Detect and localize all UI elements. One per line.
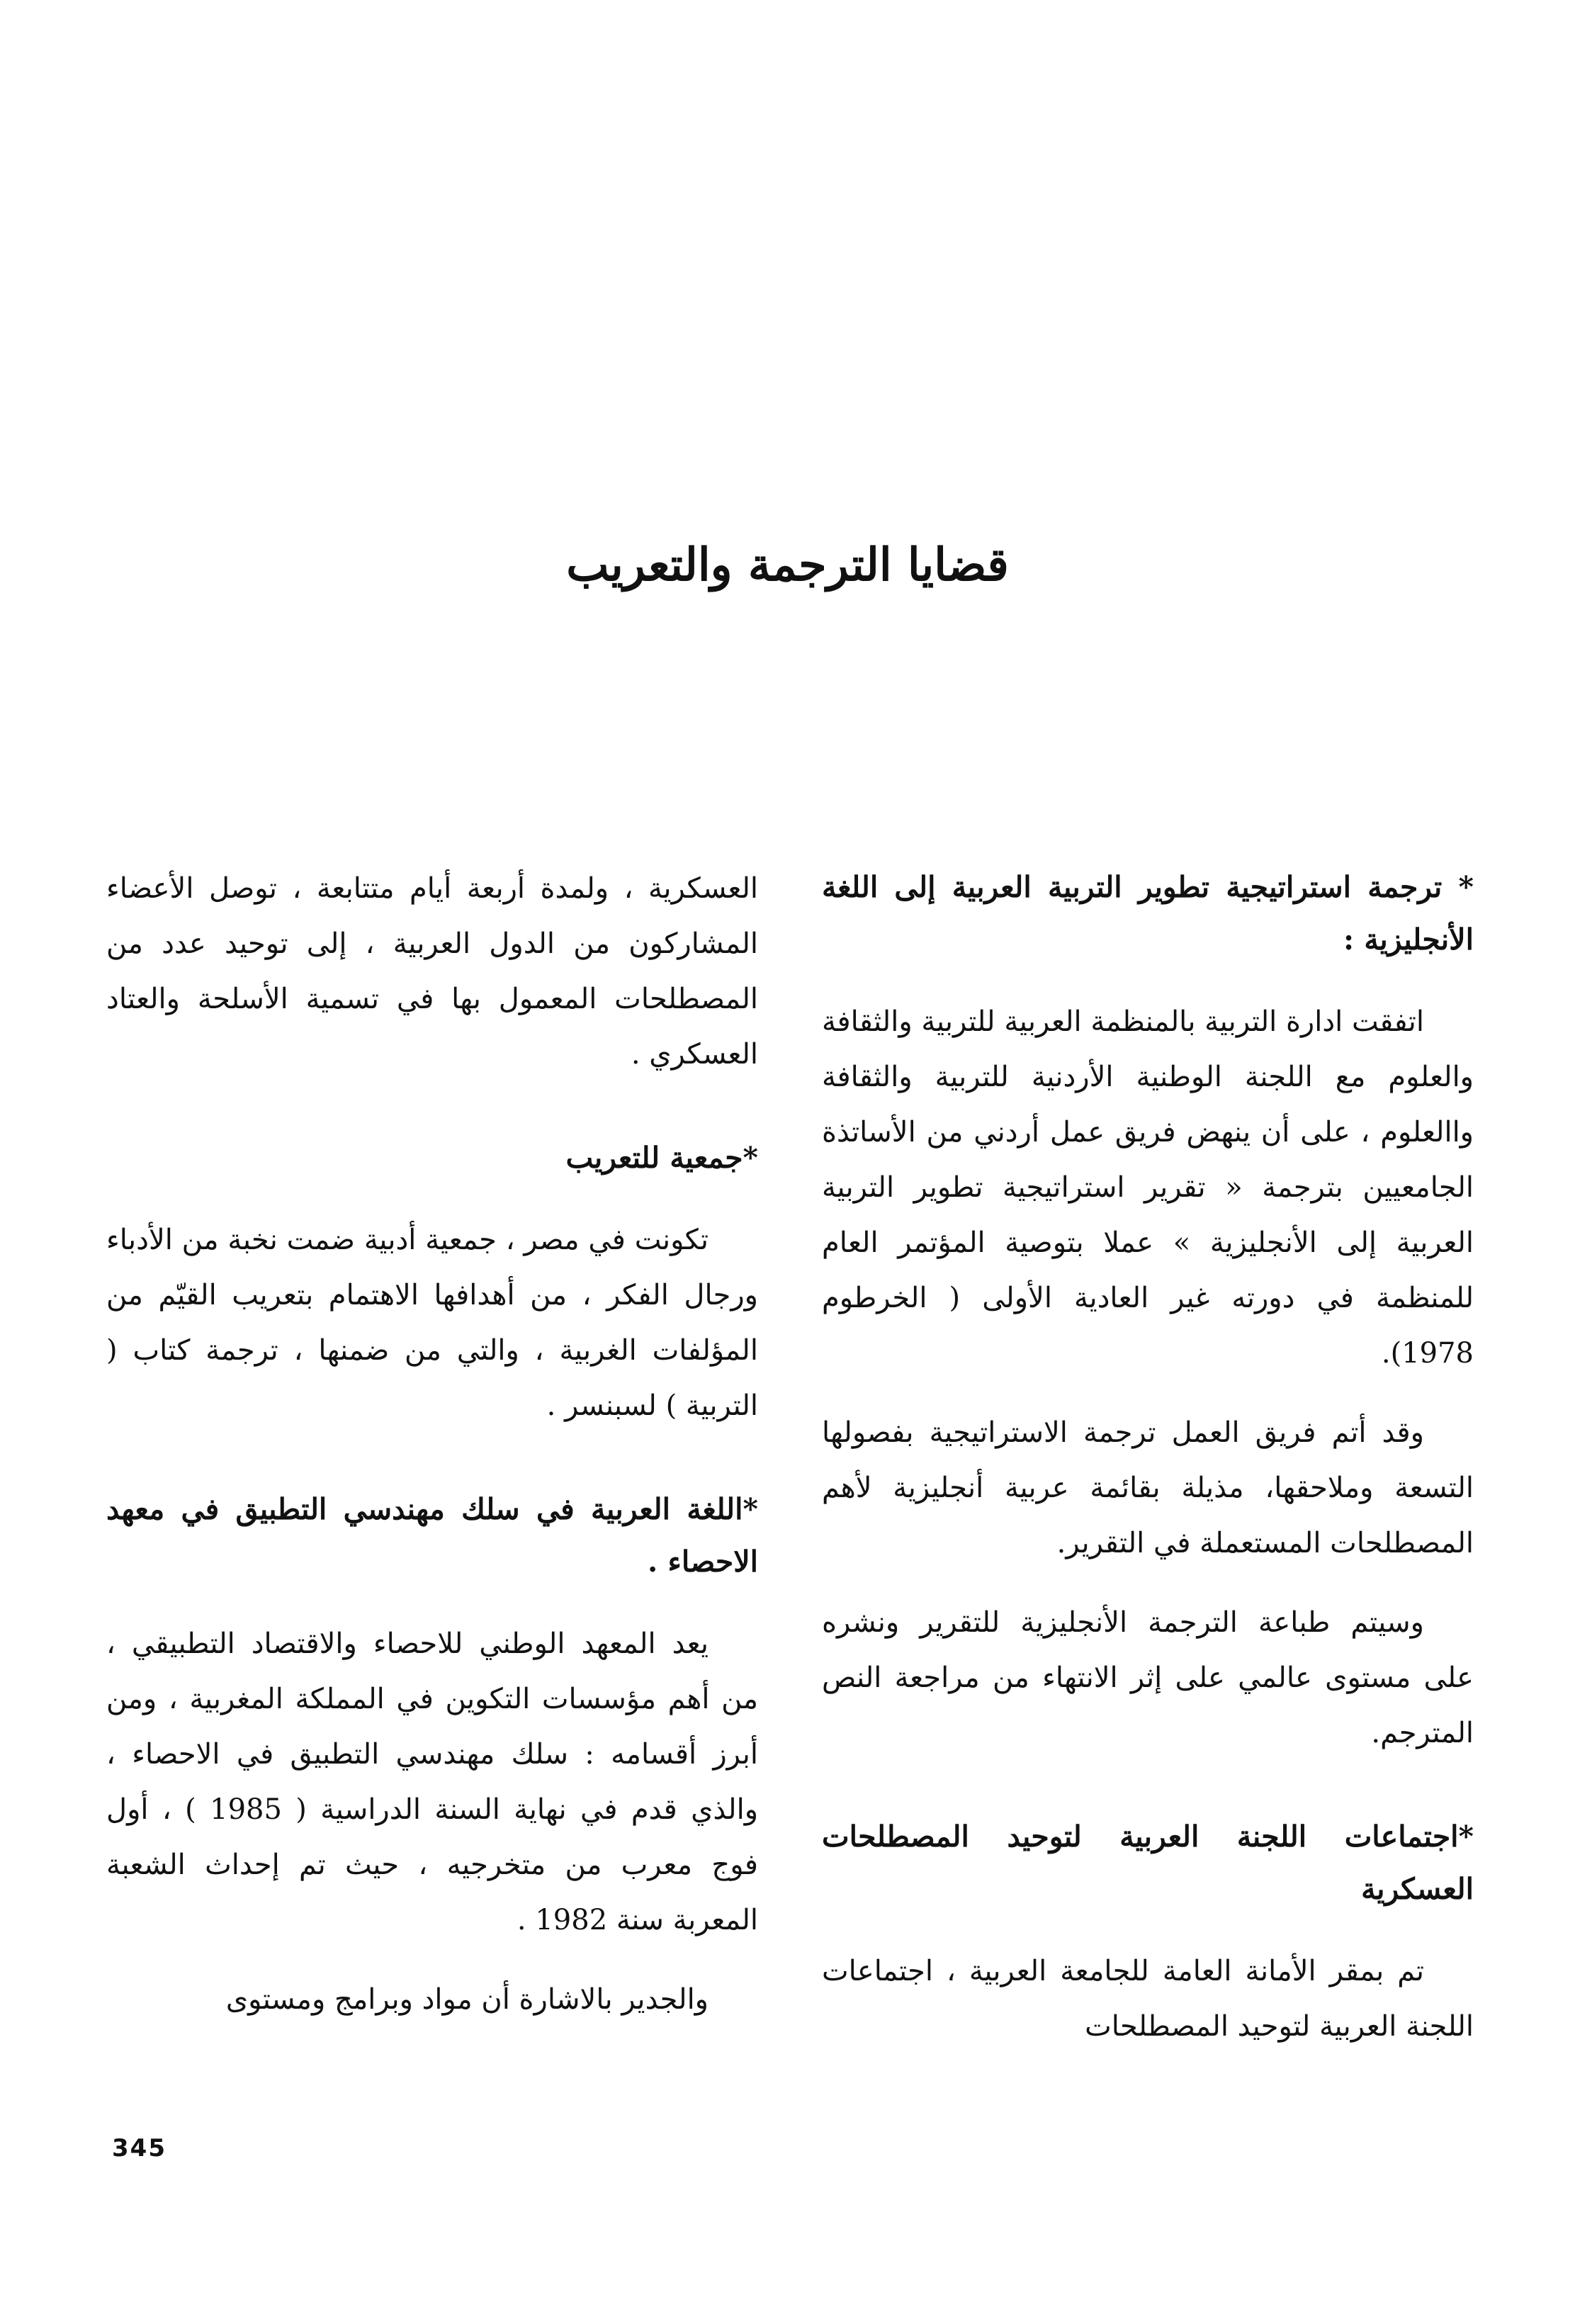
paragraph: تكونت في مصر ، جمعية أدبية ضمت نخبة من الأدباء ورجال الفكر ، من أهدافها الاهتمام بتعريب القيّم من المؤلفات الغربية ، والتي من ضمنها ، ترجمة كتاب ( التربية ) لسبنسر . [106,1224,758,1422]
section-arabization-society [106,1132,758,1433]
paragraph: اتفقت ادارة التربية بالمنظمة العربية للتربية والثقافة والعلوم مع اللجنة الوطنية الأردنية للتربية والثقافة واالعلوم ، على أن ينهض فريق عمل أردني من الأساتذة الجامعيين بترجمة « تقرير استراتيجية تطوير التربية العربية إلى الأنجليزية » عملا بتوصية المؤتمر العام للمنظمة في دورته غير العادية الأولى ( الخرطوم 1978). [822,1005,1474,1370]
section-statistics-institute [106,1483,758,2027]
page-number: 345 [112,2134,166,2162]
paragraph: تم بمقر الأمانة العامة للجامعة العربية ، اجتماعات اللجنة العربية لتوحيد المصطلحات [822,1955,1474,2043]
section-heading: *اجتماعات اللجنة العربية لتوحيد المصطلحات العسكرية [822,1820,1474,1906]
paragraph: وسيتم طباعة الترجمة الأنجليزية للتقرير ونشره على مستوى عالمي على إثر الانتهاء من مراجعة النص المترجم. [822,1606,1474,1749]
paragraph: والجدير بالاشارة أن مواد وبرامج ومستوى [225,1983,709,2016]
paragraph: وقد أتم فريق العمل ترجمة الاستراتيجية بفصولها التسعة وملاحقها، مذيلة بقائمة عربية أنجليزية لأهم المصطلحات المستعملة في التقرير. [822,1416,1474,1559]
paragraph: العسكرية ، ولمدة أربعة أيام متتابعة ، توصل الأعضاء المشاركون من الدول العربية ، إلى توحيد عدد من المصطلحات المعمول بها في تسمية الأسلحة والعتاد العسكري . [106,872,758,1071]
section-heading: *اللغة العربية في سلك مهندسي التطبيق في معهد الاحصاء . [106,1492,758,1579]
page-title: قضايا الترجمة والتعريب [566,538,1009,592]
paragraph: يعد المعهد الوطني للاحصاء والاقتصاد التطبيقي ، من أهم مؤسسات التكوين في المملكة المغربية ، ومن أبرز أقسامه : سلك مهندسي التطبيق في الاحصاء ، والذي قدم في نهاية السنة الدراسية ( 1985 ) ، أول فوج معرب من متخرجيه ، حيث تم إحداث الشعبة المعربة سنة 1982 . [106,1628,759,1936]
section-military-terms-committee [822,1810,1474,2054]
section-heading: *جمعية للتعريب [565,1141,758,1175]
right-column [822,861,1474,2104]
section-military-terms-continued [106,861,758,1082]
section-translation-strategy [822,861,1474,1761]
left-column [106,861,758,2077]
section-heading: * ترجمة استراتيجية تطوير التربية العربية إلى اللغة الأنجليزية : [822,870,1474,957]
